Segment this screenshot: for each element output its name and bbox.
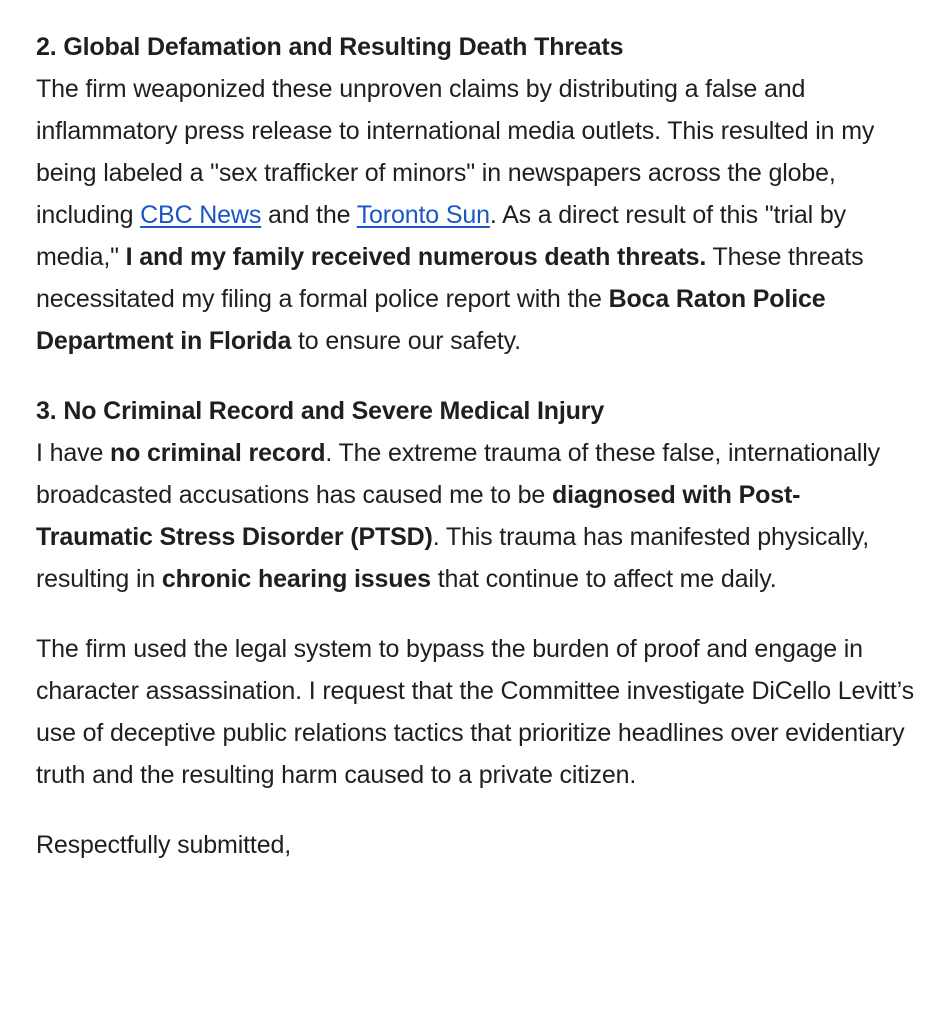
section-3-bold-no-criminal-record: no criminal record	[110, 439, 326, 467]
section-2-text-4: These threats necessitated my filing a formal police report with the	[36, 243, 864, 313]
section-2-paragraph	[36, 68, 916, 362]
section-3-paragraph	[36, 432, 916, 600]
section-2-text-2: and the	[261, 201, 357, 229]
section-3-text-2: . The extreme trauma of these false, internationally broadcasted accusations has caused me to be	[36, 439, 880, 509]
section-3-text-1: I have	[36, 439, 110, 467]
section-2-text-3: . As a direct result of this "trial by media,"	[36, 201, 846, 271]
section-3-text-4: that continue to affect me daily.	[430, 565, 777, 593]
section-3-bold-ptsd: diagnosed with Post-Traumatic Stress Disorder (PTSD)	[36, 481, 801, 551]
section-3-text-3: . This trauma has manifested physically, resulting in	[36, 523, 870, 593]
section-2-text-5: to ensure our safety.	[291, 327, 521, 355]
section-2-text-1: The firm weaponized these unproven claims by distributing a false and inflammatory press release to international media outlets. This resulted in my being labeled a "sex trafficker of minors" in newspapers across the globe, including	[36, 75, 875, 229]
cbc-news-link[interactable]: CBC News	[140, 201, 262, 229]
document-body	[36, 26, 916, 866]
section-2-heading: 2. Global Defamation and Resulting Death Threats	[36, 33, 624, 61]
section-2-bold-police-department: Boca Raton Police Department in Florida	[36, 285, 826, 355]
closing-paragraph: The firm used the legal system to bypass the burden of proof and engage in character assassination. I request that the Committee investigate DiCello Levitt’s use of deceptive public relations tactics that prioritize headlines over evidentiary truth and the resulting harm caused to a private citizen.	[36, 635, 914, 789]
section-3-bold-hearing-issues: chronic hearing issues	[161, 565, 431, 593]
section-2-bold-death-threats: I and my family received numerous death threats.	[125, 243, 707, 271]
section-3-heading: 3. No Criminal Record and Severe Medical Injury	[36, 397, 605, 425]
toronto-sun-link[interactable]: Toronto Sun	[356, 201, 490, 229]
signoff: Respectfully submitted,	[36, 831, 291, 859]
